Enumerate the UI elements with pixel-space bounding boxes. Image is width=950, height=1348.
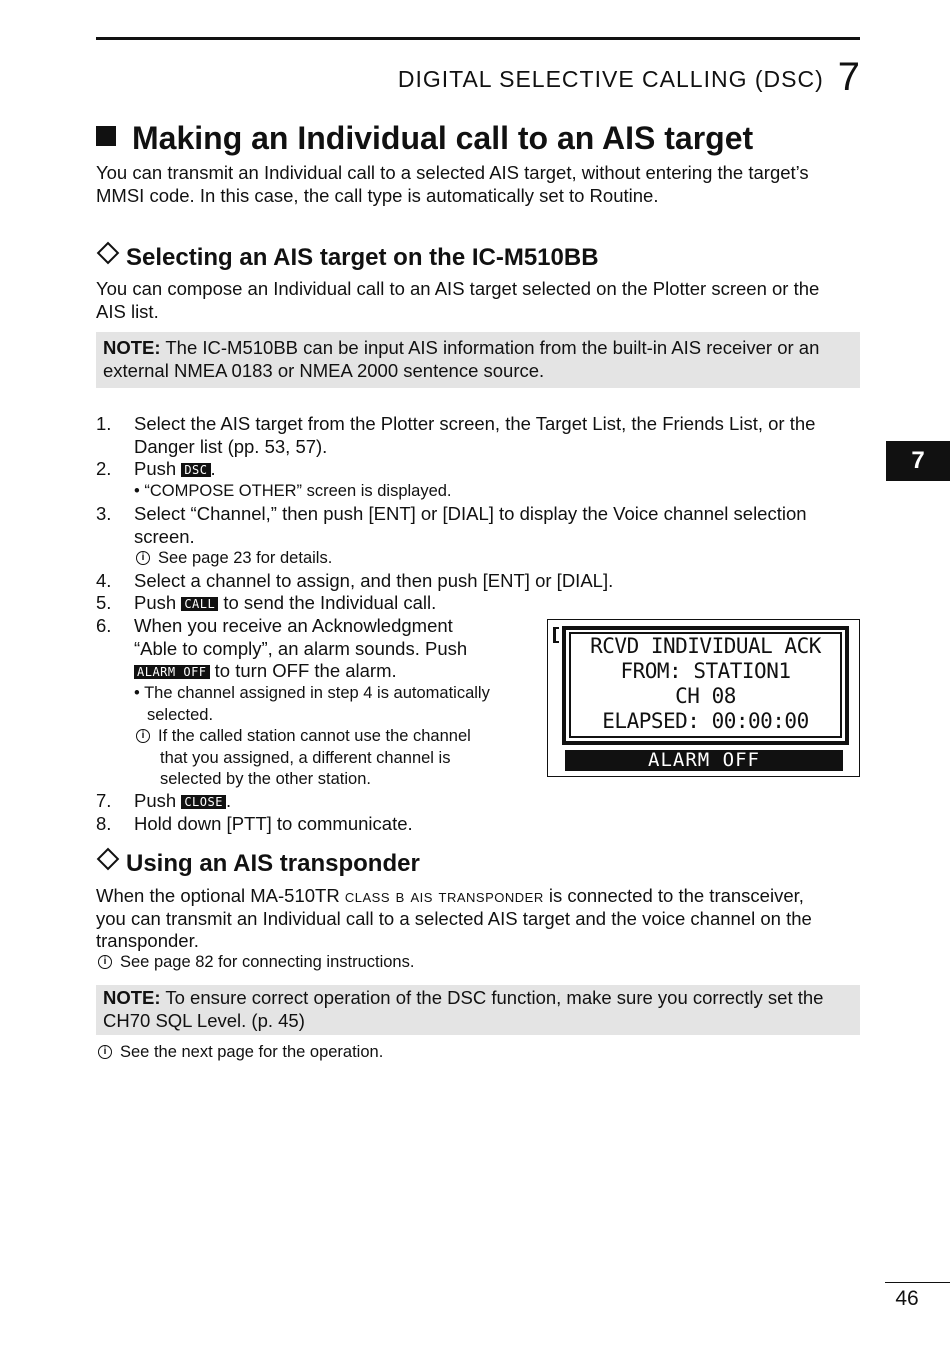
diamond-bullet-icon: [97, 848, 120, 871]
step-6-info: [136, 726, 471, 791]
step-number: 1.: [96, 413, 112, 434]
info-next-page: [98, 1042, 383, 1064]
subsection2-para-line-3: transponder.: [96, 930, 199, 951]
subsection-title-transponder-text: Using an AIS transponder: [126, 850, 420, 877]
diamond-bullet-icon: [97, 242, 120, 265]
section-title: [96, 120, 753, 157]
step-8: [96, 813, 536, 836]
transponder-name: class b ais transponder: [344, 885, 544, 906]
subsection2-para-line-2: you can transmit an Individual call to a selected AIS target and the voice channel on the: [96, 907, 812, 929]
header-rule: [96, 37, 860, 40]
alarm-off-key: ALARM OFF: [134, 665, 210, 679]
chapter-number: 7: [837, 55, 860, 99]
lcd-alarm-off-softkey: ALARM OFF: [565, 750, 843, 771]
chapter-side-tab: 7: [886, 441, 950, 481]
step-number: 2.: [96, 458, 112, 479]
step-2-sub: • “COMPOSE OTHER” screen is displayed.: [134, 482, 452, 500]
note-label: NOTE:: [103, 337, 161, 358]
subsection2-para-line-1-pre: When the optional MA-510TR: [96, 885, 340, 906]
note-box-ais-input: [96, 332, 860, 388]
lcd-line-4: ELAPSED: 00:00:00: [602, 709, 809, 733]
step-6: [96, 615, 536, 683]
info-icon: i: [98, 1045, 112, 1059]
note-ch70-line-1: To ensure correct operation of the DSC function, make sure you correctly set the: [165, 987, 824, 1008]
lcd-line-3: CH 08: [675, 684, 736, 708]
step-number: 6.: [96, 615, 112, 636]
step-1: [96, 413, 866, 459]
step-6-line-2: “Able to comply”, an alarm sounds. Push: [134, 637, 468, 659]
step-8-text: Hold down [PTT] to communicate.: [134, 813, 413, 834]
note-box-ch70: [96, 985, 860, 1035]
step-number: 5.: [96, 592, 112, 613]
lcd-dialog-text: [569, 634, 842, 734]
close-key: CLOSE: [181, 795, 226, 809]
step-6-sub-line-1: • The channel assigned in step 4 is automatically: [134, 684, 490, 702]
step-6-info-line-1: If the called station cannot use the channel: [158, 727, 471, 745]
step-number: 8.: [96, 813, 112, 834]
chapter-title: DIGITAL SELECTIVE CALLING (DSC): [397, 66, 824, 92]
step-3-info: [136, 548, 332, 570]
subsection1-para-line-2: AIS list.: [96, 300, 159, 322]
lcd-line-2: FROM: STATION1: [620, 659, 791, 683]
square-bullet-icon: [96, 126, 116, 146]
chapter-header: [96, 52, 860, 97]
step-6-line-3: to turn OFF the alarm.: [214, 660, 397, 681]
step-number: 3.: [96, 503, 112, 524]
step-7-pre: Push: [134, 790, 177, 811]
subsection2-para-line-1-post: is connected to the transceiver,: [548, 885, 804, 906]
step-number: 7.: [96, 790, 112, 811]
section-title-text: Making an Individual call to an AIS target: [132, 120, 754, 156]
footer-rule: [885, 1282, 950, 1283]
step-7-post: .: [225, 790, 232, 811]
step-7: [96, 790, 536, 813]
step-5-pre: Push: [134, 592, 177, 613]
step-2-post: .: [210, 458, 216, 479]
dsc-key: DSC: [181, 463, 210, 477]
info-connecting: [98, 952, 414, 974]
subsection1-para-line-1: You can compose an Individual call to an AIS target selected on the Plotter screen or the: [96, 278, 820, 299]
subsection1-paragraph: [96, 278, 866, 323]
intro-line-2: MMSI code. In this case, the call type is automatically set to Routine.: [96, 184, 659, 206]
info-connecting-text: See page 82 for connecting instructions.: [120, 953, 415, 971]
page-number: 46: [895, 1287, 919, 1310]
subsection2-paragraph: [96, 885, 866, 953]
step-3-line-2: screen.: [134, 525, 195, 547]
note-label: NOTE:: [103, 987, 161, 1008]
step-6-info-line-3: selected by the other station.: [160, 770, 371, 788]
note-line-2: external NMEA 0183 or NMEA 2000 sentence source.: [103, 359, 545, 381]
step-4-text: Select a channel to assign, and then push [ENT] or [DIAL].: [134, 570, 614, 591]
step-6-sub: [134, 683, 490, 726]
subsection-title-selecting-text: Selecting an AIS target on the IC-M510BB: [126, 244, 599, 271]
subsection-title-selecting: [96, 244, 599, 272]
step-6-sub-line-2: selected.: [147, 705, 214, 724]
call-key: CALL: [181, 597, 218, 611]
step-5: [96, 592, 536, 615]
step-1-line-1: Select the AIS target from the Plotter screen, the Target List, the Friends List, or the: [134, 413, 816, 434]
lcd-line-1: RCVD INDIVIDUAL ACK: [590, 634, 821, 658]
step-2-pre: Push: [134, 458, 177, 479]
lcd-corner-mark: [553, 627, 559, 643]
step-2: [96, 458, 796, 481]
step-5-post: to send the Individual call.: [223, 592, 437, 613]
step-1-line-2: Danger list (pp. 53, 57).: [134, 435, 328, 457]
info-icon: i: [136, 551, 150, 565]
step-6-line-1: When you receive an Acknowledgment: [134, 615, 453, 636]
step-number: 4.: [96, 570, 112, 591]
step-4: [96, 570, 796, 593]
subsection-title-transponder: [96, 850, 420, 878]
intro-line-1: You can transmit an Individual call to a selected AIS target, without entering the target’s: [96, 162, 809, 183]
note-ch70-line-2: CH70 SQL Level. (p. 45): [103, 1009, 305, 1031]
section-intro: [96, 162, 866, 207]
step-3-line-1: Select “Channel,” then push [ENT] or [DIAL] to display the Voice channel selection: [134, 503, 807, 524]
info-icon: i: [136, 729, 150, 743]
step-6-info-line-2: that you assigned, a different channel is: [160, 748, 451, 767]
note-line-1: The IC-M510BB can be input AIS information from the built-in AIS receiver or an: [165, 337, 820, 358]
step-3: [96, 503, 866, 549]
info-next-page-text: See the next page for the operation.: [120, 1043, 384, 1061]
info-icon: i: [98, 955, 112, 969]
step-3-info-text: See page 23 for details.: [158, 549, 333, 567]
